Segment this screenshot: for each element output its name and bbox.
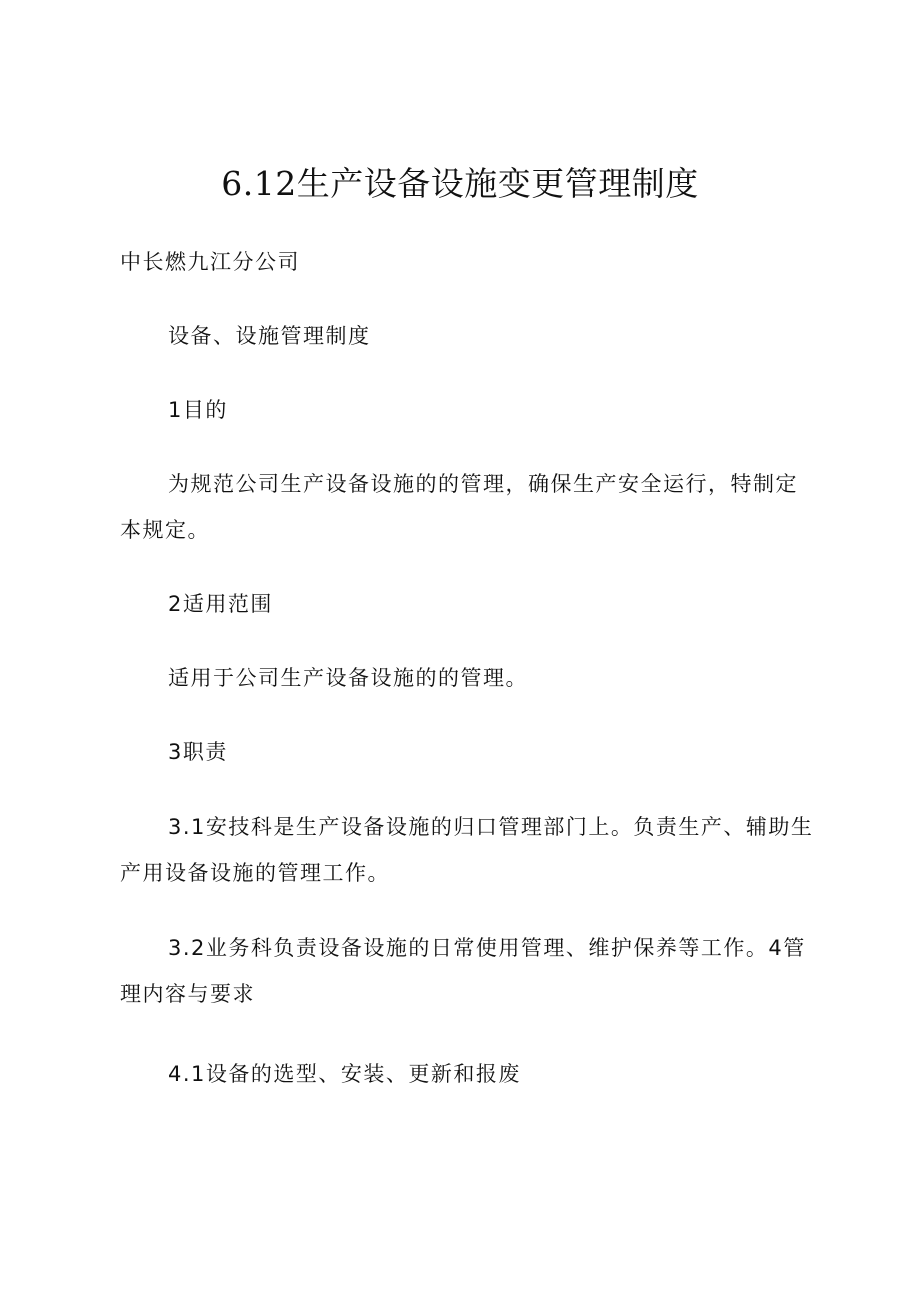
document-title: 6.12生产设备设施变更管理制度 [221, 164, 699, 203]
section-2-body: 适用于公司生产设备设施的的管理。 [168, 666, 528, 690]
section-3-1-paragraph: 3.1安技科是生产设备设施的归口管理部门上。负责生产、辅助生产用设备设施的管理工作。 [120, 815, 814, 885]
company-name: 中长燃九江分公司 [120, 250, 300, 274]
section-1-body: 为规范公司生产设备设施的的管理，确保生产安全运行，特制定本规定。 [120, 472, 798, 542]
document-subtitle: 设备、设施管理制度 [168, 324, 371, 348]
section-4-1-heading: 4.1设备的选型、安装、更新和报废 [168, 1062, 521, 1086]
section-3-heading: 3职责 [168, 740, 228, 764]
section-2-heading: 2适用范围 [168, 592, 273, 616]
section-1-heading: 1目的 [168, 398, 228, 422]
section-3-2-paragraph: 3.2业务科负责设备设施的日常使用管理、维护保养等工作。4管理内容与要求 [120, 936, 806, 1006]
